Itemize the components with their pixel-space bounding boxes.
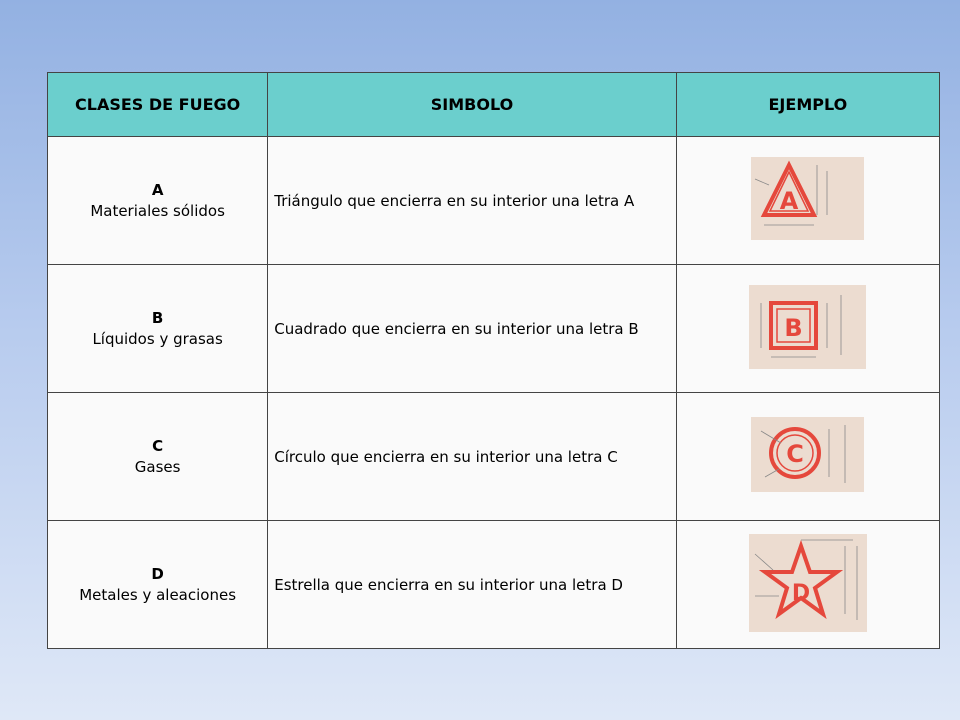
class-letter: C xyxy=(152,436,164,455)
table-row xyxy=(48,137,940,265)
class-cell xyxy=(48,265,268,393)
table-row xyxy=(48,265,940,393)
table-header-row xyxy=(48,73,940,137)
table-row xyxy=(48,521,940,649)
example-cell xyxy=(676,393,939,521)
star-d-icon xyxy=(749,534,867,632)
example-cell xyxy=(676,137,939,265)
example-letter: C xyxy=(786,440,805,468)
class-description: Materiales sólidos xyxy=(90,201,225,220)
class-letter: A xyxy=(151,180,164,199)
header-ejemplo: EJEMPLO xyxy=(676,73,939,137)
symbol-description: Cuadrado que encierra en su interior una letra B xyxy=(268,265,676,393)
example-letter: A xyxy=(780,187,799,215)
symbol-description: Círculo que encierra en su interior una letra C xyxy=(268,393,676,521)
triangle-a-icon xyxy=(751,157,864,240)
symbol-description: Triángulo que encierra en su interior una letra A xyxy=(268,137,676,265)
fire-classes-table xyxy=(47,72,940,649)
class-letter: D xyxy=(151,564,164,583)
class-cell xyxy=(48,137,268,265)
example-letter: B xyxy=(784,313,803,342)
class-cell xyxy=(48,521,268,649)
example-cell xyxy=(676,521,939,649)
table-row xyxy=(48,393,940,521)
header-simbolo: SIMBOLO xyxy=(268,73,676,137)
circle-c-icon xyxy=(751,417,864,492)
class-description: Gases xyxy=(134,457,181,476)
class-description: Metales y aleaciones xyxy=(79,585,237,604)
example-cell xyxy=(676,265,939,393)
class-cell xyxy=(48,393,268,521)
class-letter: B xyxy=(151,308,164,327)
header-clases: CLASES DE FUEGO xyxy=(48,73,268,137)
example-letter: D xyxy=(791,580,810,606)
square-b-icon xyxy=(749,285,866,369)
class-description: Líquidos y grasas xyxy=(92,329,223,348)
symbol-description: Estrella que encierra en su interior una letra D xyxy=(268,521,676,649)
